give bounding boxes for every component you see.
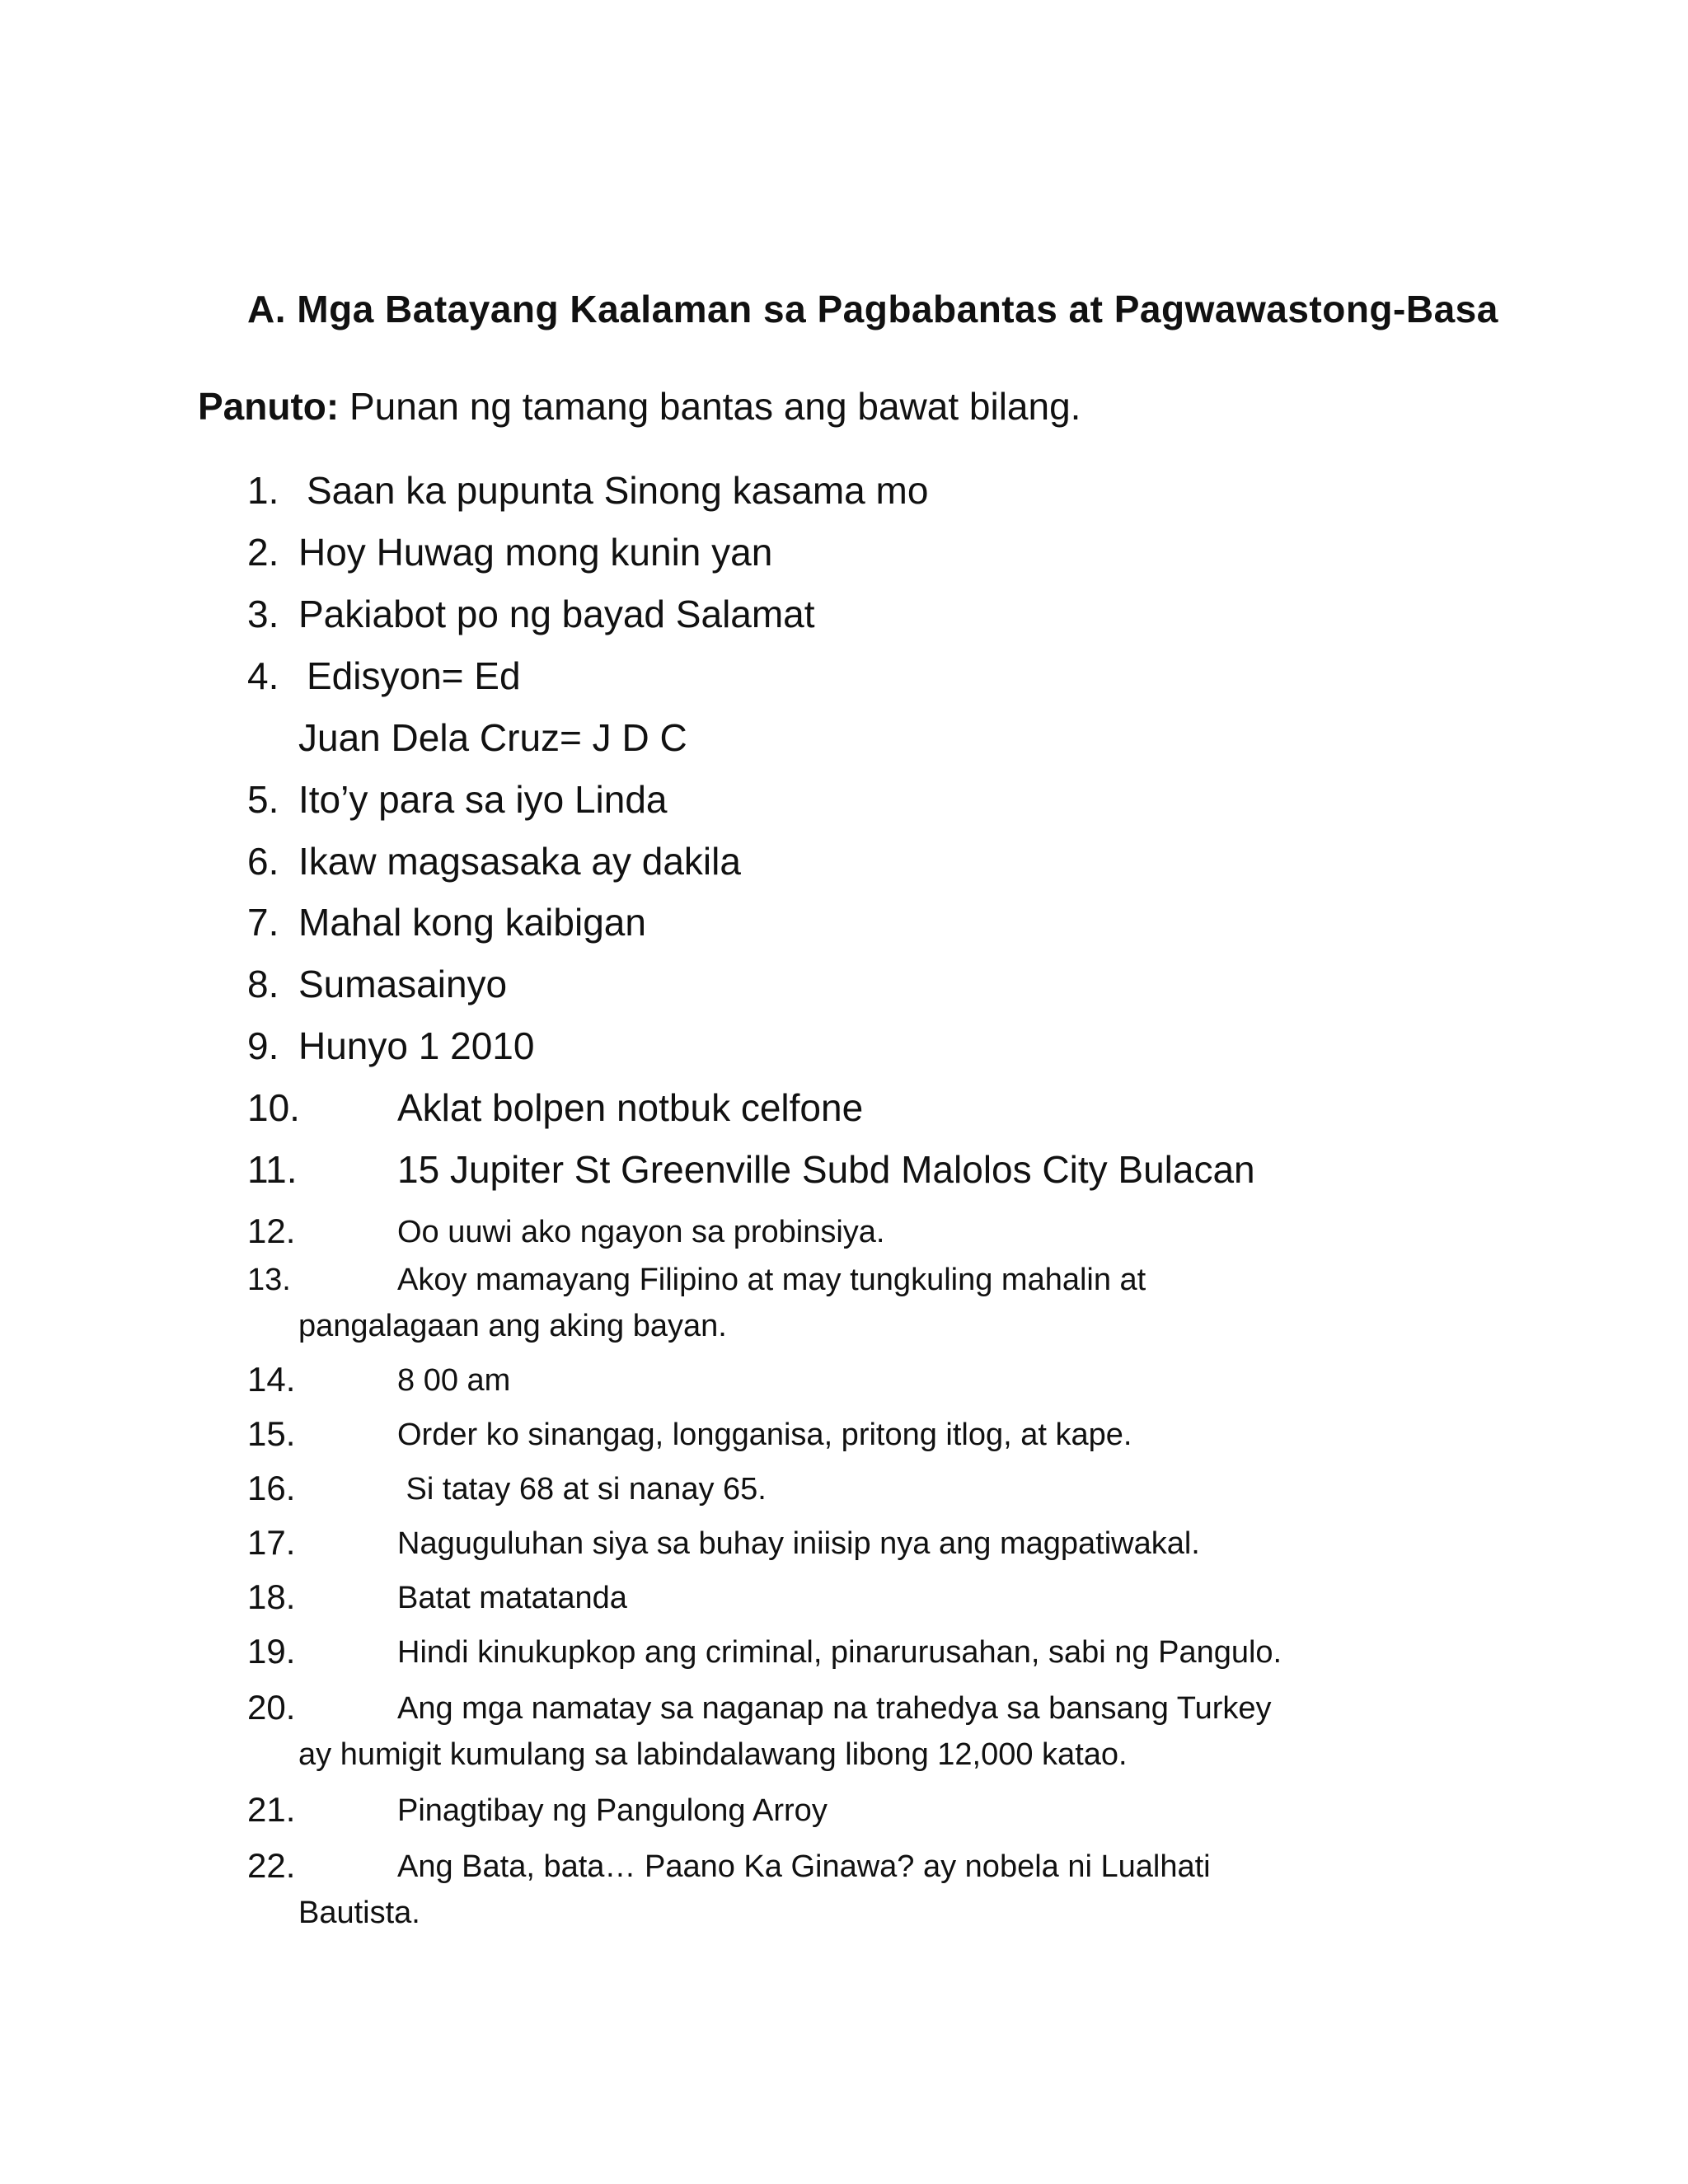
- item-text: 15 Jupiter St Greenville Subd Malolos City Bulacan: [397, 1148, 1255, 1191]
- item-text: Aklat bolpen notbuk celfone: [397, 1086, 864, 1129]
- item-text: Saan ka pupunta Sinong kasama mo: [307, 469, 929, 512]
- item-text: Oo uuwi ako ngayon sa probinsiya.: [397, 1215, 885, 1249]
- item-text: Batat matatanda: [397, 1581, 627, 1615]
- instructions: [198, 384, 1081, 429]
- item-text: Ang mga namatay sa naganap na trahedya sa bansang Turkey: [397, 1691, 1272, 1726]
- item-number: 18.: [247, 1577, 296, 1616]
- item-text: Pinagtibay ng Pangulong Arroy: [397, 1793, 828, 1828]
- item-number: 5.: [247, 778, 279, 821]
- item-number: 17.: [247, 1523, 296, 1562]
- item-number: 13.: [247, 1263, 291, 1297]
- item-number: 20.: [247, 1688, 296, 1727]
- list-item-continuation: ay humigit kumulang sa labindalawang libong 12,000 katao.: [298, 1737, 1128, 1772]
- list-item-continuation: Bautista.: [298, 1896, 420, 1930]
- instructions-label: Panuto:: [198, 385, 340, 428]
- item-number: 11.: [247, 1148, 298, 1191]
- item-text: Hoy Huwag mong kunin yan: [298, 531, 773, 574]
- item-text: Naguguluhan siya sa buhay iniisip nya ang magpatiwakal.: [397, 1526, 1200, 1561]
- item-text: Akoy mamayang Filipino at may tungkuling mahalin at: [397, 1263, 1146, 1297]
- list-item-continuation: pangalagaan ang aking bayan.: [298, 1309, 727, 1343]
- item-text: Ikaw magsasaka ay dakila: [298, 840, 741, 883]
- item-text: 8 00 am: [397, 1363, 511, 1398]
- item-text: Order ko sinangag, longganisa, pritong itlog, at kape.: [397, 1418, 1132, 1452]
- item-number: 7.: [247, 901, 279, 944]
- item-number: 3.: [247, 593, 279, 635]
- item-number: 21.: [247, 1790, 296, 1829]
- item-number: 12.: [247, 1212, 296, 1250]
- item-number: 19.: [247, 1632, 296, 1671]
- item-text: Sumasainyo: [298, 963, 508, 1005]
- item-number: 6.: [247, 840, 279, 883]
- item-number: 8.: [247, 963, 279, 1005]
- item-number: 4.: [247, 654, 279, 697]
- item-number: 2.: [247, 531, 279, 574]
- section-title: A. Mga Batayang Kaalaman sa Pagbabantas at Pagwawastong-Basa: [247, 288, 1498, 330]
- item-text: Hindi kinukupkop ang criminal, pinarurusahan, sabi ng Pangulo.: [397, 1635, 1282, 1670]
- item-text: Edisyon= Ed: [307, 654, 521, 697]
- item-text: Hunyo 1 2010: [298, 1024, 535, 1067]
- item-number: 22.: [247, 1846, 296, 1885]
- item-text: Pakiabot po ng bayad Salamat: [298, 593, 815, 635]
- list-item-continuation: Juan Dela Cruz= J D C: [298, 716, 687, 759]
- item-number: 9.: [247, 1024, 279, 1067]
- item-text: Si tatay 68 at si nanay 65.: [397, 1472, 767, 1507]
- item-number: 16.: [247, 1469, 296, 1507]
- item-text: Mahal kong kaibigan: [298, 901, 646, 944]
- item-number: 1.: [247, 469, 279, 512]
- item-text: Ang Bata, bata… Paano Ka Ginawa? ay nobela ni Lualhati: [397, 1849, 1211, 1884]
- item-number: 10.: [247, 1086, 300, 1129]
- item-number: 14.: [247, 1360, 296, 1399]
- item-text: Ito’y para sa iyo Linda: [298, 778, 668, 821]
- item-number: 15.: [247, 1414, 296, 1453]
- instructions-text: Punan ng tamang bantas ang bawat bilang.: [349, 385, 1081, 428]
